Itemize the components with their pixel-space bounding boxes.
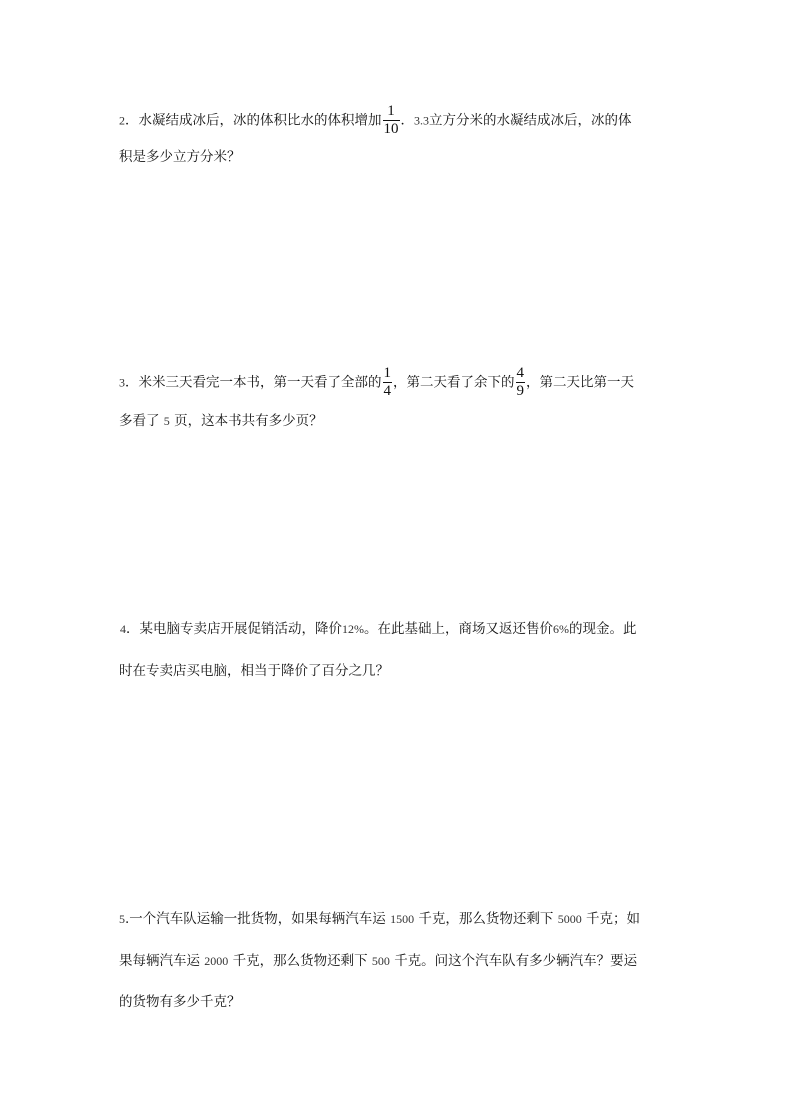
q3-text-line-2a: 多看了	[119, 413, 160, 429]
q4-text-c: 的现金。此	[569, 621, 637, 637]
q3-fraction-2	[516, 366, 526, 399]
q4-line-2	[119, 661, 389, 681]
q3-text-line-2b: 页，这本书共有多少页？	[174, 413, 323, 429]
q5-value-4: 500	[371, 954, 390, 968]
q3-fraction-1-numerator: 1	[383, 365, 391, 381]
q5-line-3	[119, 992, 241, 1012]
q5-number: 5	[119, 912, 125, 926]
q5-line-1	[119, 909, 640, 929]
q5-text-line-3: 的货物有多少千克？	[119, 994, 241, 1010]
q2-text-b: ．	[400, 112, 414, 129]
q2-value: 3.3	[414, 113, 429, 128]
q2-text-a: ．水凝结成冰后，冰的体积比水的体积增加	[125, 112, 382, 129]
q3-fraction-1-denominator: 4	[383, 383, 391, 399]
q4-line-1	[120, 619, 637, 639]
q4-text-line-2: 时在专卖店买电脑，相当于降价了百分之几？	[119, 663, 389, 679]
q4-value-2: 6%	[553, 622, 569, 636]
q2-text-c: 立方分米的水凝结成冰后，冰的体	[429, 112, 632, 129]
q4-text-b: 。在此基础上，商场又返还售价	[364, 621, 553, 637]
q2-number: 2	[119, 113, 125, 128]
q3-number: 3	[119, 375, 125, 390]
q3-line-2	[119, 411, 323, 431]
q4-value-1: 12%	[342, 622, 364, 636]
q5-text-b: 千克，那么货物还剩下	[418, 911, 554, 927]
q3-fraction-1	[383, 366, 393, 399]
q2-fraction-numerator: 1	[387, 103, 395, 119]
q5-value-3: 2000	[204, 954, 229, 968]
q5-text-c: 千克；如	[585, 911, 640, 927]
q3-text-a: ．米米三天看完一本书，第一天看了全部的	[125, 374, 382, 391]
q2-line-1	[119, 104, 632, 137]
q2-line-2	[119, 147, 241, 167]
q2-fraction	[383, 104, 400, 137]
q5-value-2: 5000	[557, 912, 582, 926]
q3-text-b: ，第二天看了余下的	[393, 374, 515, 391]
q3-fraction-2-numerator: 4	[516, 365, 524, 381]
q5-text-line-2b: 千克，那么货物还剩下	[232, 953, 368, 969]
q4-number: 4	[120, 622, 126, 636]
q5-value-1: 1500	[390, 912, 415, 926]
q2-fraction-denominator: 10	[383, 121, 399, 137]
q5-text-line-2c: 千克。问这个汽车队有多少辆汽车？要运	[394, 953, 638, 969]
q3-text-c: ，第二天比第一天	[526, 374, 634, 391]
q2-text-line-2: 积是多少立方分米？	[119, 149, 241, 165]
q3-value: 5	[163, 414, 170, 428]
q5-text-line-2a: 果每辆汽车运	[119, 953, 200, 969]
q3-fraction-2-denominator: 9	[516, 383, 524, 399]
q5-text-a: .一个汽车队运输一批货物，如果每辆汽车运	[125, 911, 386, 927]
q4-text-a: ．某电脑专卖店开展促销活动，降价	[126, 621, 342, 637]
q5-line-2	[119, 951, 637, 971]
q3-line-1	[119, 366, 634, 399]
